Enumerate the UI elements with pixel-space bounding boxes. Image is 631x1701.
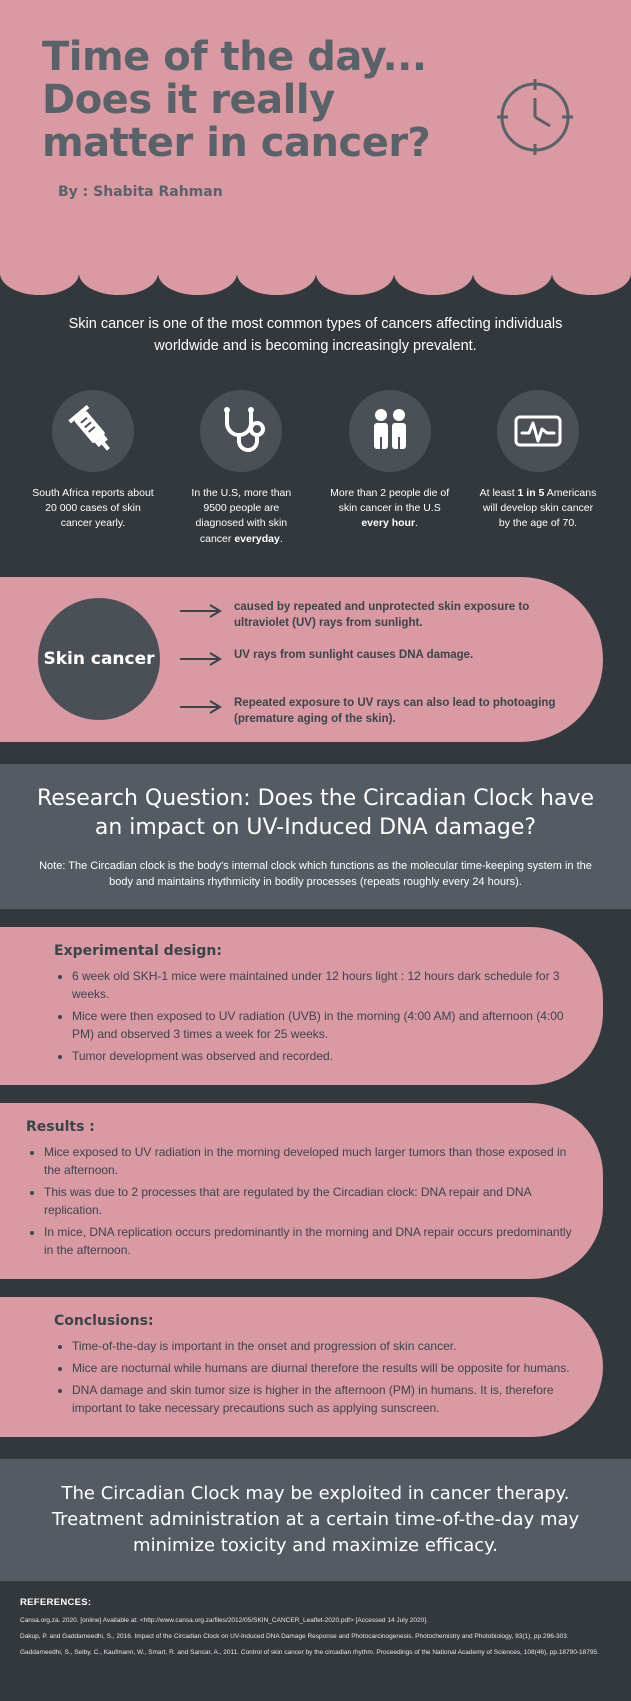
clock-icon — [494, 76, 576, 158]
list-item: • Mice are nocturnal while humans are diurnal therefore the results will be opposite for humans. — [72, 1359, 577, 1377]
list-item: • 6 week old SKH-1 mice were maintained under 12 hours light : 12 hours dark schedule for 3 weeks. — [72, 967, 577, 1003]
cause-text: caused by repeated and unprotected skin exposure to ultraviolet (UV) rays from sunlight. — [234, 600, 530, 630]
list-item: • Mice exposed to UV radiation in the morning developed much larger tumors than those exposed in the afternoon. — [44, 1143, 577, 1179]
byline: By : Shabita Rahman — [58, 183, 223, 200]
stat-item — [323, 390, 457, 547]
experimental-design-list — [26, 967, 577, 1065]
intro-text: Skin cancer is one of the most common types of cancers affecting individuals worldwide and is becoming increasingly prevalent. — [0, 275, 631, 368]
conclusions-heading: Conclusions: — [54, 1312, 154, 1329]
references-section — [0, 1581, 631, 1681]
conclusions-list — [26, 1337, 577, 1417]
research-question-title: Research Question: Does the Circadian Clock have an impact on UV-Induced DNA damage? — [36, 785, 595, 840]
scallop-divider — [0, 251, 631, 295]
cause-item — [180, 647, 579, 681]
list-item: • Time-of-the-day is important in the onset and progression of skin cancer. — [72, 1337, 577, 1355]
cause-text: UV rays from sunlight causes DNA damage. — [234, 648, 474, 661]
reference-item: Cansa.org.za. 2020. [online] Available at: <http://www.cansa.org.za/files/2012/05/SKIN_CANCER_Leaflet-2020.pdf> [Accessed 14 July 2020]. — [20, 1617, 428, 1625]
list-item: • DNA damage and skin tumor size is higher in the afternoon (PM) in humans. It is, therefore important to take necessary precautions such as applying sunscreen. — [72, 1381, 577, 1417]
cause-item — [180, 599, 579, 633]
research-question-section — [0, 764, 631, 909]
skin-cancer-label: Skin cancer — [38, 598, 160, 720]
reference-item: Gaddameedhi, S., Selby, C., Kaufmann, W., Smart, R. and Sancar, A., 2011. Control of skin cancer by the circadian rhythm. Proceedings of the National Academy of Sciences, 108(46), pp.18790-18795. — [20, 1648, 599, 1656]
reference-item: Dakup, P. and Gaddameedhi, S., 2016. Impact of the Circadian Clock on UV-Induced DNA Damage Response and Photocarcinogenesis. Photochemistry and Photobiology, 93(1), pp.296-303. — [20, 1632, 569, 1640]
list-item: • Tumor development was observed and recorded. — [72, 1047, 577, 1065]
cause-item — [180, 695, 579, 729]
cause-text: Repeated exposure to UV rays can also lead to photoaging (premature aging of the skin). — [234, 696, 556, 726]
results-list — [26, 1143, 577, 1259]
arrow-icon — [180, 651, 224, 672]
references-title: REFERENCES: — [20, 1597, 92, 1609]
results-heading: Results : — [26, 1118, 95, 1135]
list-item: • This was due to 2 processes that are regulated by the Circadian clock: DNA repair and DNA replication. — [44, 1183, 577, 1219]
people-icon — [349, 390, 431, 472]
list-item: • Mice were then exposed to UV radiation (UVB) in the morning (4:00 AM) and afternoon (4:00 PM) and observed 3 times a week for 25 weeks. — [72, 1007, 577, 1043]
stat-text: In the U.S, more than 9500 people are diagnosed with skin cancer everyday. — [191, 486, 292, 545]
conclusions-panel — [0, 1297, 603, 1437]
stethoscope-icon — [200, 390, 282, 472]
stat-text: More than 2 people die of skin cancer in the U.S every hour. — [330, 486, 450, 530]
closing-statement: The Circadian Clock may be exploited in cancer therapy. Treatment administration at a certain time-of-the-day may minimize toxicity and maximize efficacy. — [0, 1459, 631, 1581]
heart-monitor-icon — [497, 390, 579, 472]
stat-item — [174, 390, 308, 547]
experimental-design-panel — [0, 927, 603, 1085]
arrow-icon — [180, 603, 224, 624]
stat-item — [26, 390, 160, 547]
causes-list — [180, 599, 579, 743]
header — [0, 0, 631, 275]
experimental-design-heading: Experimental design: — [54, 942, 222, 959]
syringe-icon — [52, 390, 134, 472]
stats-row — [0, 368, 631, 555]
stat-text: At least 1 in 5 Americans will develop skin cancer by the age of 70. — [479, 486, 597, 530]
arrow-icon — [180, 699, 224, 720]
page-title: Time of the day... Does it really matter in cancer? — [42, 34, 431, 167]
stat-item — [471, 390, 605, 547]
list-item: • In mice, DNA replication occurs predominantly in the morning and DNA repair occurs predominantly in the afternoon. — [44, 1223, 577, 1259]
skin-cancer-band — [0, 577, 603, 742]
stat-text: South Africa reports about 20 000 cases of skin cancer yearly. — [32, 486, 154, 530]
research-question-note: Note: The Circadian clock is the body's internal clock which functions as the molecular time-keeping system in the body and maintains rhythmicity in bodily processes (repeats roughly every 24 hours). — [39, 859, 592, 889]
results-panel — [0, 1103, 603, 1279]
